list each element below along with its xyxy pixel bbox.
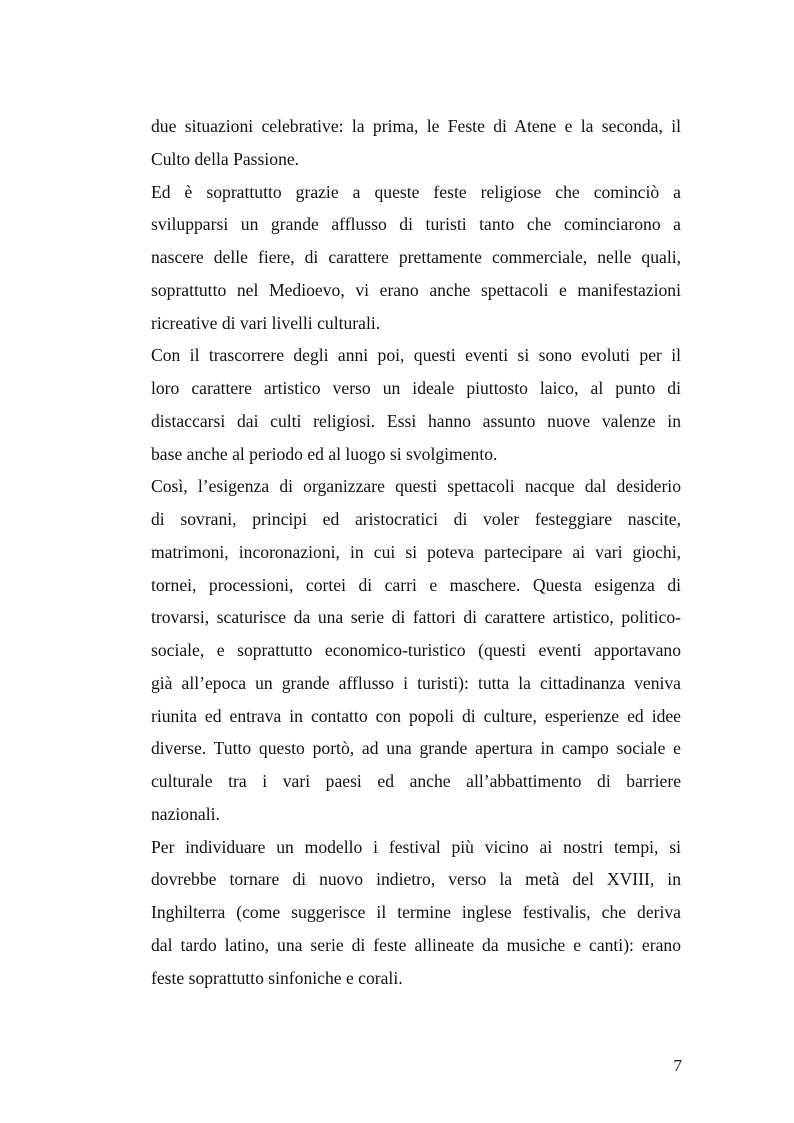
text-line: soprattutto nel Medioevo, vi erano anche spettacoli e manifestazioni	[151, 279, 681, 300]
text-line: due situazioni celebrative: la prima, le Feste di Atene e la seconda, il	[151, 116, 681, 136]
text-line: base anche al periodo ed al luogo si svolgimento.	[151, 443, 498, 464]
text-line: già all’epoca un grande afflusso i turisti): tutta la cittadinanza veniva	[151, 672, 681, 693]
text-line: Così, l’esigenza di organizzare questi spettacoli nacque dal desiderio	[151, 476, 681, 497]
text-line: sociale, e soprattutto economico-turistico (questi eventi apportavano	[151, 640, 681, 660]
paragraph-2	[151, 176, 681, 340]
text-line: dovrebbe tornare di nuovo indietro, verso la metà del XVIII, in	[151, 869, 681, 890]
page-number: 7	[673, 1056, 682, 1075]
body-text	[151, 110, 681, 994]
text-line: di sovrani, principi ed aristocratici di voler festeggiare nascite,	[151, 509, 681, 529]
text-line: Culto della Passione.	[151, 148, 300, 169]
text-line: nazionali.	[151, 803, 220, 824]
text-line: svilupparsi un grande afflusso di turisti tanto che cominciarono a	[151, 214, 681, 235]
text-line: Con il trascorrere degli anni poi, questi eventi si sono evoluti per il	[151, 345, 681, 366]
text-line: tornei, processioni, cortei di carri e maschere. Questa esigenza di	[151, 574, 681, 595]
text-line: dal tardo latino, una serie di feste allineate da musiche e canti): erano	[151, 934, 681, 955]
text-line: Ed è soprattutto grazie a queste feste religiose che cominciò a	[151, 181, 681, 202]
paragraph-4	[151, 470, 681, 830]
text-line: diverse. Tutto questo portò, ad una grande apertura in campo sociale e	[151, 738, 681, 759]
paragraph-1	[151, 110, 681, 176]
text-line: ricreative di vari livelli culturali.	[151, 312, 381, 333]
text-line: culturale tra i vari paesi ed anche all’abbattimento di barriere	[151, 771, 681, 791]
text-line: feste soprattutto sinfoniche e corali.	[151, 967, 403, 988]
text-line: Inghilterra (come suggerisce il termine inglese festivalis, che deriva	[151, 902, 681, 922]
text-line: nascere delle fiere, di carattere prettamente commerciale, nelle quali,	[151, 247, 681, 267]
text-line: loro carattere artistico verso un ideale piuttosto laico, al punto di	[151, 378, 681, 398]
text-line: Per individuare un modello i festival più vicino ai nostri tempi, si	[151, 836, 681, 857]
paragraph-3	[151, 339, 681, 470]
text-line: matrimoni, incoronazioni, in cui si poteva partecipare ai vari giochi,	[151, 541, 681, 562]
paragraph-5	[151, 831, 681, 995]
text-line: trovarsi, scaturisce da una serie di fattori di carattere artistico, politico-	[151, 607, 681, 628]
text-line: riunita ed entrava in contatto con popoli di culture, esperienze ed idee	[151, 705, 681, 726]
text-line: distaccarsi dai culti religiosi. Essi hanno assunto nuove valenze in	[151, 410, 681, 431]
